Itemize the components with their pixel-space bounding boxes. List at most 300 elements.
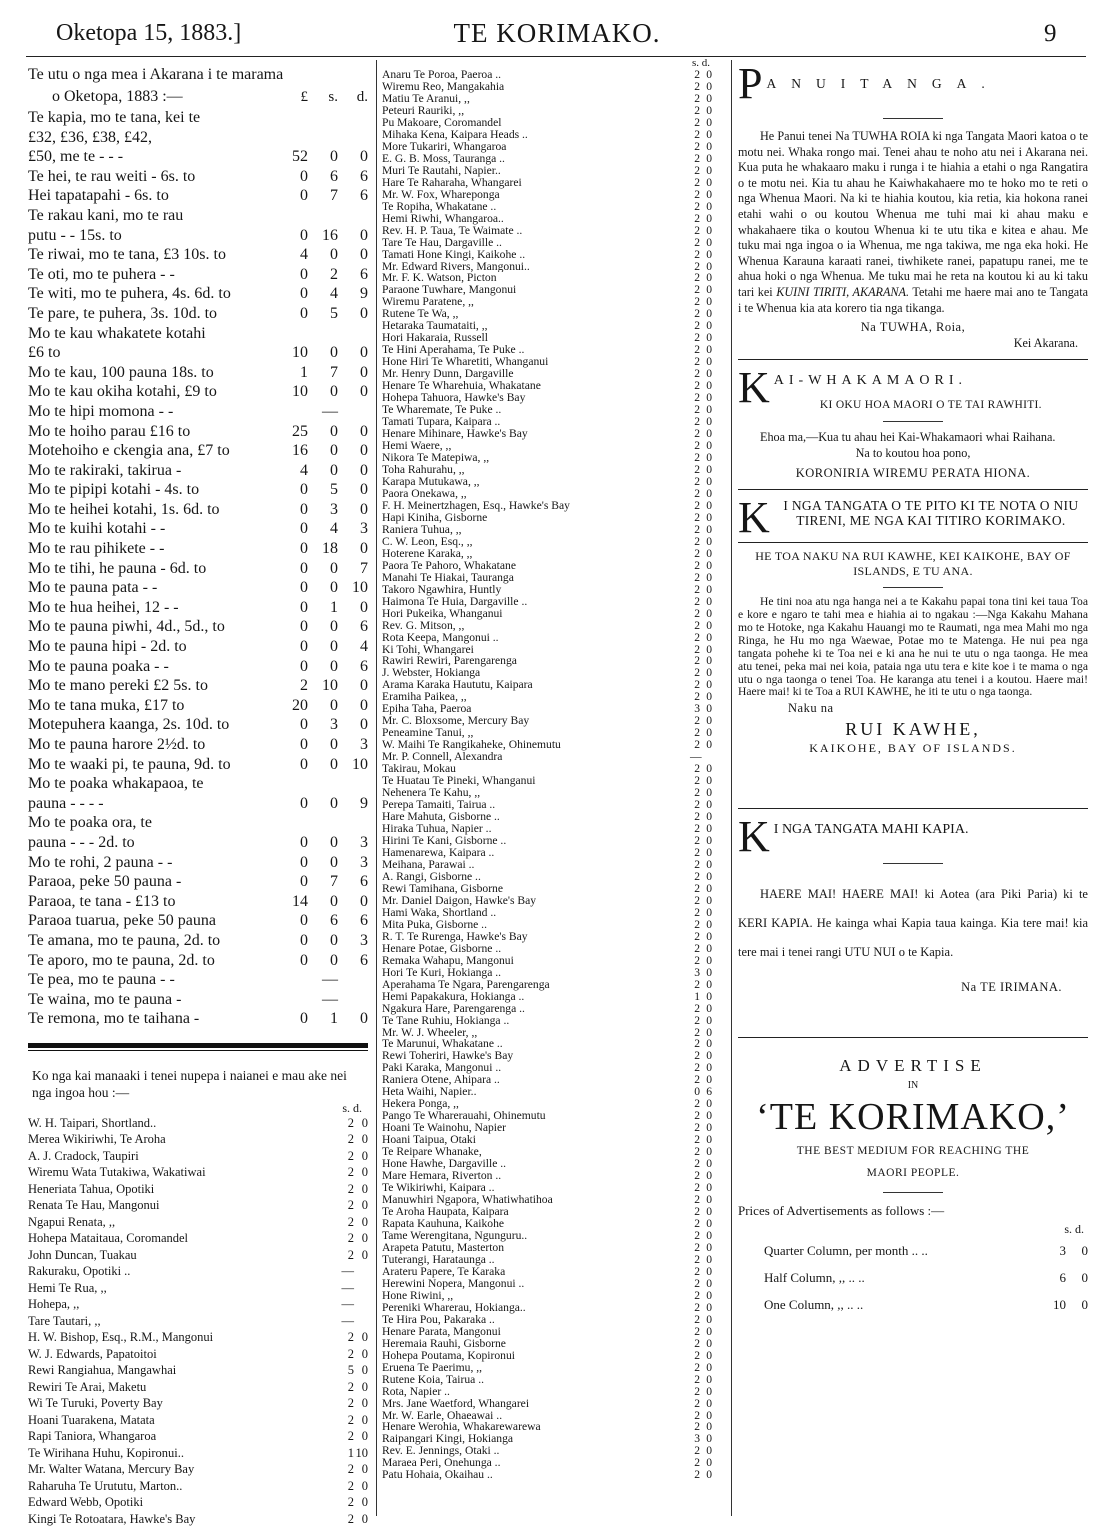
subscriber-shillings: 2: [694, 1217, 700, 1230]
price-row: [28, 108, 368, 128]
subscriber-name: Rewi Toheriri, Hawke's Bay: [382, 1050, 514, 1063]
price-pounds: 2: [300, 677, 308, 695]
price-label: Mo te pipipi kotahi - 4s. to: [28, 481, 200, 499]
subscriber-name: Mr. Edward Rivers, Mangonui..: [382, 260, 530, 273]
subscriber-shillings: 1: [694, 989, 700, 1003]
price-label: Mo te kau okiha kotahi, £9 to: [28, 383, 217, 401]
subscriber-shillings: 2: [694, 618, 700, 632]
subscriber-row: [382, 991, 712, 1003]
price-pence: 6: [360, 912, 368, 930]
price-shillings: [308, 324, 338, 344]
subscriber-row: [382, 1374, 712, 1386]
price-label: pauna - - - 2d. to: [28, 833, 135, 851]
price-shillings: 3: [330, 500, 338, 518]
subscriber-row: [382, 416, 712, 428]
subscriber-shillings: 2: [694, 654, 700, 668]
page-number: 9: [1044, 20, 1057, 47]
subscriber-row: [382, 428, 712, 440]
subscriber-shillings: 2: [694, 774, 700, 788]
subscriber-row: [382, 1110, 712, 1122]
price-pounds: [268, 813, 308, 833]
subscriber-pence: 0: [706, 498, 712, 512]
subscriber-row: [382, 440, 712, 452]
advertise-price-row: [738, 1237, 1088, 1264]
subscriber-name: Hori Pukeika, Whanganui: [382, 607, 503, 620]
price-shillings: 0: [330, 696, 338, 714]
price-label: Mo te rau pihikete - -: [28, 540, 165, 558]
price-pounds: 0: [300, 833, 308, 851]
subscriber-row: [382, 907, 712, 919]
subscriber-name: Mr. Henry Dunn, Dargaville: [382, 368, 514, 381]
subscriber-shillings: 2: [694, 714, 700, 728]
subscriber-name: Manuwhiri Ngapora, Whatiwhatihoa: [382, 1194, 553, 1207]
price-pence: [338, 970, 368, 990]
subscriber-row: [382, 620, 712, 632]
notice-heading: I NGA TANGATA MAHI KAPIA.: [773, 821, 969, 837]
subscriber-pence: 0: [361, 1346, 368, 1361]
subscriber-row: [382, 308, 712, 320]
subscriber-pence: 0: [706, 582, 712, 596]
price-pounds: 25: [292, 422, 308, 440]
pound-head: £: [300, 89, 308, 105]
subscriber-row: [382, 1194, 712, 1206]
subscriber-row: [382, 404, 712, 416]
subscriber-pence: 0: [706, 798, 712, 812]
subscriber-pence: 0: [706, 1013, 712, 1027]
subscriber-pence: 0: [706, 929, 712, 943]
subscriber-shillings: 2: [694, 139, 700, 153]
price-row: [28, 284, 368, 304]
subscriber-shillings: 2: [694, 391, 700, 405]
price-pence: 7: [360, 559, 368, 577]
subscriber-row: [382, 572, 712, 584]
price-pence: [338, 990, 368, 1010]
subscriber-name: Renata Te Hau, Mangonui: [28, 1198, 160, 1213]
price-shillings: 0: [330, 755, 338, 773]
subscriber-row: [382, 655, 712, 667]
subscriber-shillings: 2: [694, 439, 700, 453]
subscriber-pence: 0: [706, 91, 712, 105]
price-label: pauna - - - -: [28, 794, 104, 812]
subscriber-pence: 0: [706, 522, 712, 536]
subscriber-pence: [354, 1280, 368, 1297]
subscriber-row: [382, 1338, 712, 1350]
subscriber-pence: 0: [706, 474, 712, 488]
subscriber-pence: 0: [706, 1133, 712, 1147]
subscriber-shillings: 2: [694, 498, 700, 512]
subscriber-pence: 0: [706, 462, 712, 476]
price-pence: 0: [360, 383, 368, 401]
price-label: Te pea, mo te pauna - -: [28, 971, 175, 989]
subscriber-pence: 0: [361, 1462, 368, 1477]
subscriber-row: [28, 1197, 368, 1214]
price-row: [28, 245, 368, 265]
subscriber-name: Te Hira Pou, Pakaraka ..: [382, 1313, 495, 1326]
notice-signature: KORONIRIA WIREMU PERATA HIONA.: [795, 465, 1031, 480]
subscriber-pence: [354, 1263, 368, 1280]
price-row: [28, 559, 368, 579]
subscriber-pence: 0: [706, 845, 712, 859]
price-pence: 0: [360, 461, 368, 479]
subscriber-row: [382, 1421, 712, 1433]
sd-heading: s. d.: [691, 57, 710, 69]
subscriber-name: Henare Mihinare, Hawke's Bay: [382, 428, 528, 441]
subscriber-shillings: 2: [694, 355, 700, 369]
subscriber-pence: 0: [361, 1379, 368, 1394]
subscriber-name: Hamenarewa, Kaipara ..: [382, 846, 495, 859]
subscriber-name: Tamati Hone Kingi, Kaikohe ..: [382, 248, 526, 261]
advertise-price-row: [738, 1291, 1088, 1318]
short-rule: [883, 118, 943, 119]
price-pence: 3: [360, 833, 368, 851]
subscriber-row: [382, 129, 712, 141]
subscriber-pence: 0: [706, 427, 712, 441]
subscriber-pence: 0: [706, 834, 712, 847]
price-shillings: 5: [330, 304, 338, 322]
subscriber-shillings: 2: [694, 1049, 700, 1063]
price-shillings: 0: [330, 559, 338, 577]
subscriber-row: [382, 1003, 712, 1015]
subscriber-name: Raharuha Te Urututu, Marton..: [28, 1478, 183, 1493]
price-shillings: —: [322, 971, 338, 989]
subscriber-pence: 0: [706, 1252, 712, 1266]
subscriber-shillings: 2: [347, 1132, 354, 1147]
price-label: Mo te kau whakatete kotahi: [28, 324, 206, 342]
price-pounds: 0: [300, 951, 308, 969]
price-label: Mo te poaka ora, te: [28, 814, 152, 832]
subscriber-row: [382, 1254, 712, 1266]
price-pounds: 16: [292, 442, 308, 460]
subscriber-name: Te Tane Ruhiu, Hokianga ..: [382, 1014, 510, 1027]
subscriber-name: Takirau, Mokau: [382, 763, 456, 776]
price-shillings: 6: [330, 912, 338, 930]
price-pounds: 0: [300, 304, 308, 322]
subscriber-row: [382, 392, 712, 404]
price-pounds: 0: [300, 285, 308, 303]
price-shillings: 0: [330, 344, 338, 362]
subscriber-name: John Duncan, Tuakau: [28, 1247, 137, 1262]
subscriber-name: Maraea Peri, Onehunga ..: [382, 1457, 501, 1470]
subscriber-shillings: 2: [694, 1468, 700, 1482]
subscriber-row: [382, 632, 712, 644]
price-pence: 9: [360, 285, 368, 303]
subscriber-pence: 0: [706, 103, 712, 117]
prices-column: [28, 64, 368, 1527]
advertise-subtitle: MAORI PEOPLE.: [866, 1166, 960, 1179]
subscriber-shillings: 2: [694, 1193, 700, 1207]
section-rule: [738, 359, 1088, 360]
subscriber-pence: 0: [706, 965, 712, 979]
price-label: Mo te rohi, 2 pauna - -: [28, 853, 173, 871]
price-pence: 6: [360, 873, 368, 891]
price-pounds: 0: [300, 167, 308, 185]
subscriber-pence: 0: [706, 1396, 712, 1410]
price-shillings: 3: [330, 716, 338, 734]
notice-place: Kei Akarana.: [1013, 335, 1078, 350]
subscriber-name: Epiha Taha, Paeroa: [382, 703, 472, 716]
subscriber-shillings: 2: [694, 211, 700, 225]
subscriber-row: [382, 1230, 712, 1242]
subscriber-pence: 0: [706, 1420, 712, 1434]
subscriber-row: [28, 1428, 368, 1445]
price-pence: 0: [360, 304, 368, 322]
price-pounds: 0: [300, 912, 308, 930]
subscriber-row: [382, 799, 712, 811]
price-pence: 6: [360, 265, 368, 283]
price-pounds: [268, 970, 308, 990]
price-row: [28, 402, 368, 422]
subscriber-shillings: 2: [347, 1330, 354, 1345]
subscriber-pence: 0: [706, 1264, 712, 1278]
subscriber-name: Hoani Tuarakena, Matata: [28, 1412, 155, 1427]
subscriber-pence: 0: [706, 690, 712, 704]
subscriber-pence: 0: [706, 546, 712, 560]
price-shillings: 18: [322, 540, 338, 558]
subscriber-name: Herewini Nopera, Mangonui ..: [382, 1277, 525, 1290]
subscriber-row: [382, 105, 712, 117]
subscriber-shillings: 2: [694, 534, 700, 548]
subscriber-name: Mr. P. Connell, Alexandra: [382, 751, 503, 764]
subscriber-pence: 0: [706, 762, 712, 776]
advertise-in: IN: [907, 1079, 919, 1091]
price-row: [28, 461, 368, 481]
price-label: Mo te tihi, he pauna - 6d. to: [28, 559, 207, 577]
subscriber-pence: 0: [361, 1478, 368, 1493]
subscriber-shillings: 2: [694, 1001, 700, 1015]
price-label: Te amana, mo te pauna, 2d. to: [28, 931, 221, 949]
price-shillings: 0: [330, 892, 338, 910]
subscriber-shillings: 2: [694, 941, 700, 955]
subscriber-name: Heremaia Rauhi, Gisborne: [382, 1337, 506, 1350]
pence-head: d.: [356, 89, 368, 105]
subscriber-name: Hare Mahuta, Gisborne ..: [382, 811, 500, 824]
subscriber-name: Kingi Te Rotoatara, Hawke's Bay: [28, 1511, 196, 1526]
subscriber-row: [382, 775, 712, 787]
subscriber-name: Rutene Te Wa, ,,: [382, 308, 459, 321]
price-row: [28, 637, 368, 657]
subscriber-pence: 0: [361, 1429, 368, 1444]
subscriber-name: More Tukariri, Whangaroa: [382, 140, 507, 153]
subscriber-name: A. Rangi, Gisborne ..: [382, 870, 481, 883]
advertise-price-row: [738, 1264, 1088, 1291]
price-shillings: 1: [330, 598, 338, 616]
price-label: Mo te waaki pi, te pauna, 9d. to: [28, 755, 231, 773]
sd-heading: s. d.: [1064, 1221, 1084, 1236]
subscriber-shillings: 2: [694, 1169, 700, 1183]
subscriber-pence: 0: [706, 415, 712, 429]
subscriber-row: [382, 596, 712, 608]
notice-heading: AI-WHAKAMAORI.: [773, 373, 968, 389]
price-pence: 6: [360, 657, 368, 675]
price-row: [28, 676, 368, 696]
subscriber-shillings: 2: [694, 1109, 700, 1123]
price-pounds: 0: [300, 579, 308, 597]
subscriber-name: Hohepa Poutama, Kopironui: [382, 1349, 515, 1362]
subscriber-row: [382, 811, 712, 823]
subscriber-row: [382, 1314, 712, 1326]
panuitanga-notice: [738, 59, 1089, 351]
subscriber-shillings: 2: [694, 1181, 700, 1195]
price-pence: [338, 206, 368, 226]
prices-subheading: o Oketopa, 1883 :— £ s. d.: [28, 86, 368, 108]
subscriber-shillings: 2: [347, 1247, 354, 1262]
subscriber-shillings: 2: [694, 403, 700, 417]
subscriber-name: Hori Te Kuri, Hokianga ..: [382, 966, 502, 979]
subscriber-shillings: 2: [694, 834, 700, 847]
subscriber-pence: 0: [706, 379, 712, 393]
notice-heading: ANUITANGA.: [766, 76, 1000, 91]
subscriber-pence: 0: [706, 714, 712, 728]
subscriber-name: Mita Puka, Gisborne ..: [382, 918, 487, 931]
subscriber-row: [382, 835, 712, 847]
subscriber-shillings: 2: [694, 474, 700, 488]
subscriber-pence: 0: [706, 857, 712, 871]
price-shillings: 0: [330, 461, 338, 479]
subscriber-shillings: 2: [694, 343, 700, 357]
subscriber-pence: 0: [706, 403, 712, 417]
subscriber-name: W. H. Taipari, Shortland..: [28, 1115, 157, 1130]
subscriber-row: [28, 1247, 368, 1264]
subscriber-row: [382, 356, 712, 368]
subscriber-pence: 0: [361, 1115, 368, 1130]
subscriber-row: [382, 751, 712, 763]
price-shillings: 0: [330, 246, 338, 264]
subscriber-name: Hori Hakaraia, Russell: [382, 332, 488, 345]
notice-signature: Na TUWHA, Roia,: [860, 320, 966, 335]
subscriber-row: [382, 249, 712, 261]
subscriber-shillings: 2: [694, 929, 700, 943]
subscriber-pence: 0: [706, 223, 712, 237]
subscriber-pence: 0: [706, 869, 712, 883]
price-pounds: 0: [300, 1010, 308, 1028]
subscriber-shillings: 3: [694, 965, 700, 979]
subscriber-name: Tuterangi, Harataunga ..: [382, 1253, 495, 1266]
subscriber-pence: 0: [706, 163, 712, 177]
subscriber-pence: 0: [706, 654, 712, 668]
price-pence: 0: [360, 696, 368, 714]
subscriber-name: Henare Werohia, Whakarewarewa: [382, 1421, 541, 1434]
subscriber-row: [382, 1146, 712, 1158]
subscriber-row: [28, 1296, 368, 1313]
price-pounds: 0: [300, 500, 308, 518]
subscriber-name: Hoani Te Wainohu, Napier: [382, 1122, 507, 1135]
subscriber-shillings: 2: [694, 295, 700, 309]
price-pounds: 0: [300, 618, 308, 636]
subscriber-pence: 0: [706, 1193, 712, 1207]
subscriber-pence: 0: [706, 1300, 712, 1314]
subscriber-row: [382, 452, 712, 464]
subscriber-name: Rev. E. Jennings, Otaki ..: [382, 1445, 500, 1458]
price-shillings: 0: [330, 638, 338, 656]
subscriber-pence: 0: [706, 510, 712, 524]
subscriber-name: Hare Te Raharaha, Whangarei: [382, 176, 522, 189]
subscriber-pence: 0: [361, 1412, 368, 1427]
price-row: [28, 265, 368, 285]
subscriber-shillings: 2: [694, 822, 700, 836]
subscriber-row: [382, 1074, 712, 1086]
subscriber-row: [382, 165, 712, 177]
drop-cap: K: [738, 498, 770, 537]
subscriber-shillings: 2: [694, 79, 700, 93]
price-label: Te oti, mo te puhera - -: [28, 265, 175, 283]
pito-nota-notice: [738, 498, 1088, 756]
price-pence: 0: [360, 500, 368, 518]
price-label: Paraoa tuarua, peke 50 pauna: [28, 912, 216, 930]
subscriber-row: [382, 1038, 712, 1050]
subscriber-shillings: 2: [694, 151, 700, 165]
subscriber-row: [382, 524, 712, 536]
price-pounds: 0: [300, 657, 308, 675]
subscriber-row: [382, 1350, 712, 1362]
issue-date: Oketopa 15, 1883.]: [56, 20, 242, 46]
price-label: Te riwai, mo te tana, £3 10s. to: [28, 246, 226, 264]
subscriber-pence: 0: [361, 1495, 368, 1510]
subscriber-shillings: 2: [694, 379, 700, 393]
price-pence: 0: [360, 481, 368, 499]
column-divider: [376, 60, 377, 1516]
price-pounds: 0: [300, 736, 308, 753]
subscriber-pence: 0: [706, 738, 712, 752]
subscriber-pence: 0: [361, 1396, 368, 1411]
price-row: [28, 794, 368, 814]
price-label: Te hei, te rau weiti - 6s. to: [28, 167, 196, 185]
price-label: £32, £36, £38, £42,: [28, 128, 152, 146]
subscriber-name: Paki Karaka, Mangonui ..: [382, 1062, 502, 1075]
subscriber-shillings: 2: [694, 307, 700, 321]
subscriber-row: [28, 1263, 368, 1280]
price-row: [28, 833, 368, 853]
subscriber-pence: 0: [706, 1348, 712, 1362]
subscriber-name: Heta Waihi, Napier..: [382, 1086, 477, 1099]
subscriber-shillings: 2: [694, 798, 700, 812]
price-pence: 3: [360, 853, 368, 871]
price-row: [28, 735, 368, 755]
subscriber-row: [382, 1278, 712, 1290]
price-pence: 3: [360, 736, 368, 753]
subscriber-shillings: 2: [347, 1429, 354, 1444]
advertise-pence: 0: [1081, 1296, 1088, 1312]
subscriber-shillings: 2: [694, 367, 700, 381]
subscriber-shillings: 2: [694, 1312, 700, 1326]
price-shillings: 0: [330, 736, 338, 753]
price-pounds: 0: [300, 226, 308, 244]
subscriber-shillings: 2: [694, 1013, 700, 1027]
subscriber-row: [28, 1445, 368, 1462]
price-row: [28, 1009, 368, 1029]
price-pence: 0: [360, 892, 368, 910]
subscriber-pence: 0: [361, 1231, 368, 1246]
subscriber-shillings: 2: [347, 1115, 354, 1130]
subscriber-name: Hetaraka Taumataiti, ,,: [382, 320, 488, 333]
subscriber-name: Rutene Koia, Tairua ..: [382, 1373, 484, 1386]
subscriber-shillings: 2: [694, 1228, 700, 1242]
subscriber-shillings: 2: [694, 678, 700, 692]
subscriber-shillings: 2: [694, 1372, 700, 1386]
subscriber-row: [28, 1412, 368, 1429]
subscriber-name: Mrs. Jane Waetford, Whangarei: [382, 1397, 530, 1410]
price-label: Motehoiho e ckengia ana, £7 to: [28, 442, 230, 460]
subscriber-name: Eruena Te Paerimu, ,,: [382, 1361, 483, 1374]
subscriber-name: Wiremu Reo, Mangakahia: [382, 80, 505, 93]
subscriber-pence: 0: [361, 1363, 368, 1378]
price-shillings: 0: [330, 148, 338, 166]
price-label: Mo te pauna hipi - 2d. to: [28, 638, 187, 656]
subscriber-name: Arateru Papere, Te Karaka: [382, 1265, 506, 1278]
subscriber-shillings: 2: [694, 845, 700, 859]
price-shillings: [308, 206, 338, 226]
price-pounds: 0: [300, 794, 308, 812]
subscriber-pence: 0: [706, 1109, 712, 1123]
